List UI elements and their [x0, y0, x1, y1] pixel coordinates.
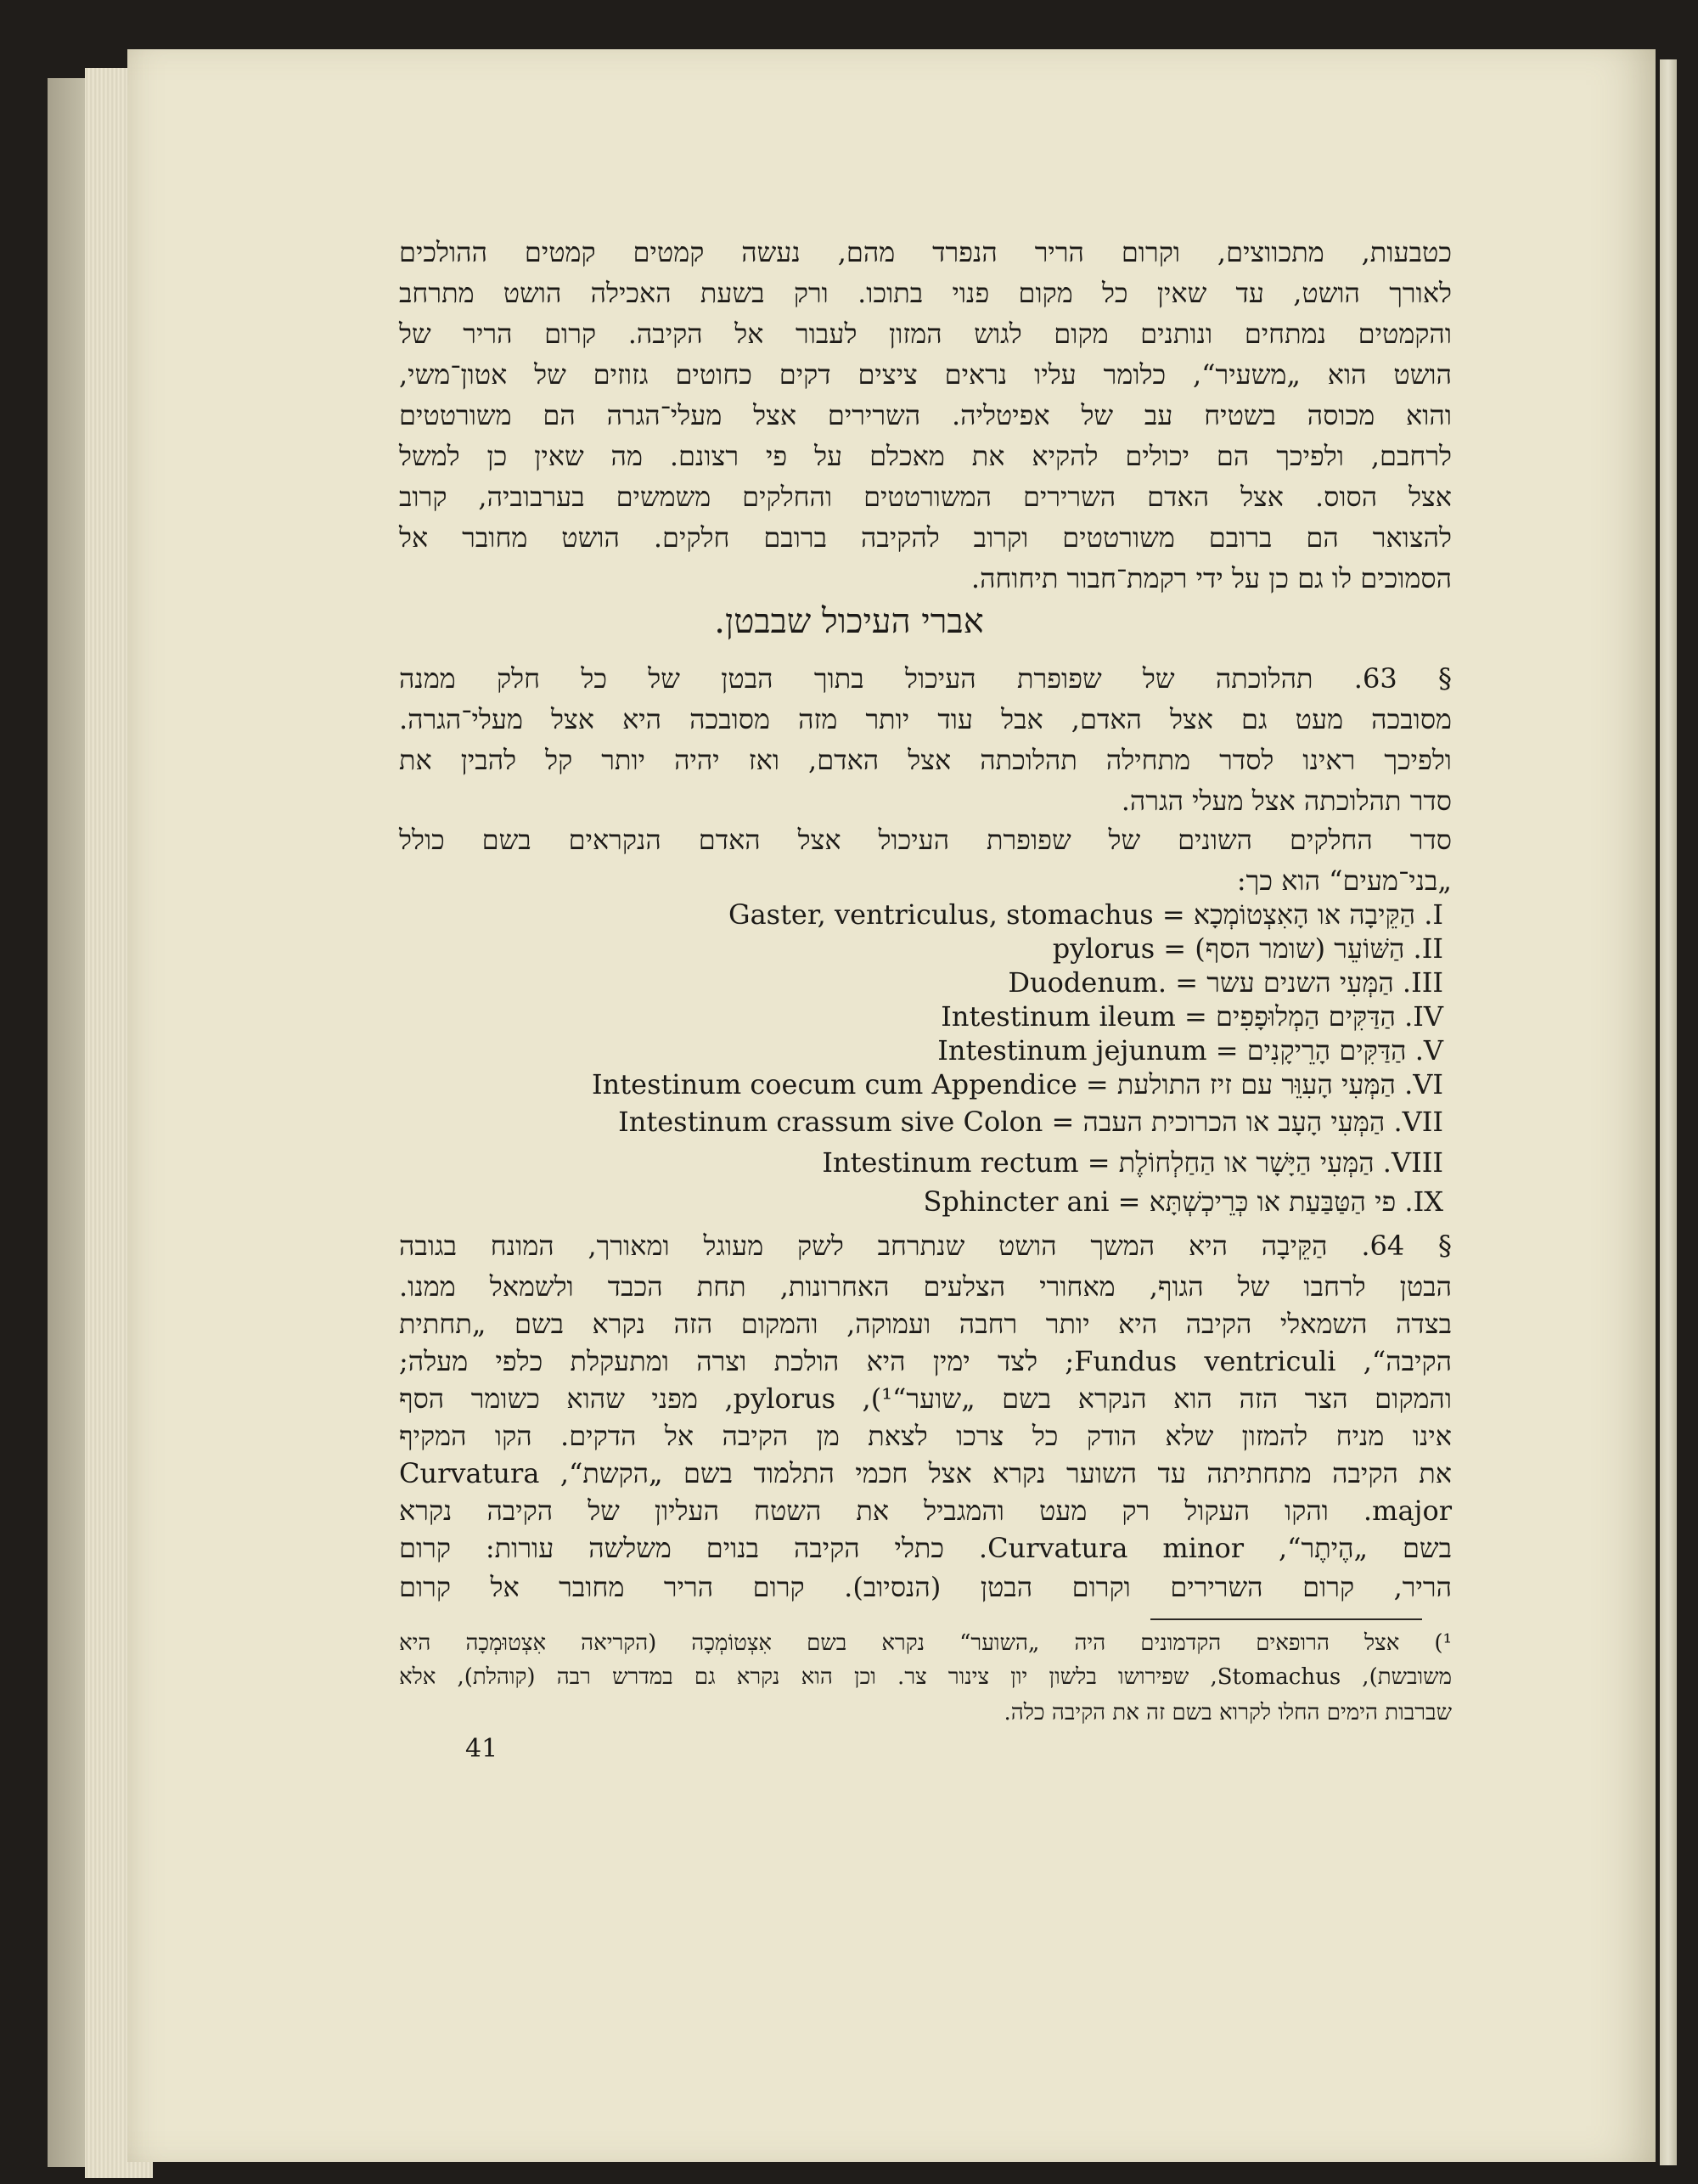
order-line: סדר החלקים השונים של שפופרת העיכול אצל האדם הנקראים בשם כולל [399, 824, 1453, 856]
list-item: III. הַמְּעִי השנים עשר = Duodenum. [1008, 966, 1443, 999]
para64-line: § 64. הַקֵּיבָה היא המשך הושט שנתרחב לשק מעוגל ומאורך, המונח בגובה [399, 1230, 1452, 1262]
list-item: II. הַשּׁוֹעֵר (שומר הסף) = pylorus [1052, 932, 1443, 965]
footnote-rule [1150, 1618, 1422, 1620]
body-line: והוא מכוסה בשטיח עב של אפיטליה. השרירים אצל מעלי־הגרה הם משורטטים [399, 399, 1452, 431]
para64-line: את הקיבה מתחתיתה עד השוער נקרא אצל חכמי התלמוד בשם „הקשת“, Curvatura [399, 1457, 1453, 1489]
list-item: VI. הַמְּעִי הָעִוֵּר עם זיז התולעת = Intestinum coecum cum Appendice [592, 1068, 1443, 1100]
para64-line: בצדה השמאלי הקיבה היא יותר רחבה ועמוקה, והמקום הזה נקרא בשם „תחתית [399, 1308, 1452, 1340]
para64-line: אינו מניח להמזון שלא הודק כל צרכו לצאת מן הקיבה אל הדקים. הקו המקיף [399, 1420, 1453, 1452]
para64-line: הריר, קרום השרירים וקרום הבטן (הנסיוב). קרום הריר מחובר אל קרום [399, 1571, 1453, 1603]
section-heading: אברי העיכול שבבטן. [714, 602, 984, 641]
order-line: „בני־מעים“ הוא כך: [1236, 864, 1452, 897]
para64-line: הקיבה“, Fundus ventriculi; לצד ימין היא הולכת וצרה ומתעקלת כלפי מעלה; [399, 1345, 1453, 1377]
para64-line: הבטן לרחבו של הגוף, מאחורי הצלעים האחרונות, תחת הכבד ולשמאל ממנו. [399, 1270, 1452, 1303]
body-line: לרחבם, ולפיכך הם יכולים להקיא את מאכלם על פי רצונם. מה שאין כן למשל [399, 440, 1452, 472]
list-item: IV. הַדַּקִּים הַמְלוּפָפִים = Intestinum ileum [941, 1000, 1443, 1033]
para63-line: ולפיכך ראינו לסדר מתחילה תהלוכתה אצל האדם, ואז יהיה יותר קל להבין את [399, 744, 1452, 776]
list-item: IX. פי הַטַּבַּעַת או כְּרֵיכְשְׁתָּא = Sphincter ani [923, 1185, 1443, 1218]
list-item: V. הַדַּקִּים הָרֵיקָנִים = Intestinum jejunum [937, 1034, 1443, 1067]
para63-line: § 63. תהלוכתה של שפופרת העיכול בתוך הבטן של כל חלק ממנה [399, 662, 1453, 695]
body-line: הסמוכים לו גם כן על ידי רקמת־חבור תיחוחה. [970, 562, 1452, 594]
right-page-edge [1660, 59, 1677, 2165]
para63-line: מסובכה מעט גם אצל האדם, אבל עוד יותר מזה מסובכה היא אצל מעלי־הגרה. [399, 703, 1452, 735]
body-line: והקמטים נמתחים ונותנים מקום לגוש המזון לעבור אל הקיבה. קרום הריר של [399, 318, 1453, 350]
list-item: I. הַקֵּיבָה או הָאִצְטוֹמְכָא = Gaster, ventriculus, stomachus [728, 898, 1443, 931]
footnote-line: שברבות הימים החלו לקרוא בשם זה את הקיבה כלה. [1004, 1700, 1452, 1725]
para63-line: סדר תהלוכתה אצל מעלי הגרה. [1121, 785, 1452, 817]
para64-line: והמקום הצר הזה הוא הנקרא בשם „שוער“¹), pylorus, מפני שהוא כשומר הסף [399, 1382, 1453, 1415]
list-item: VII. הַמְּעִי הָעָב או הכרוכית העבה = Intestinum crassum sive Colon [618, 1106, 1443, 1138]
body-line: לאורך הושט, עד שאין כל מקום פנוי בתוכו. ורק בשעת האכילה הושט מתרחב [399, 277, 1452, 309]
footnote-line: משובשת), Stomachus, שפירושו בלשון יון צינור צר. וכן הוא נקרא גם במדרש רבה (קוהלת), אלא [399, 1664, 1452, 1690]
para64-line: בשם „הֶיתֶר“, Curvatura minor. כתלי הקיבה בנוים משלשה עורות: קרום [399, 1532, 1453, 1564]
body-line: להצואר הם ברובם משורטטים וקרוב להקיבה ברובם חלקים. הושט מחובר אל [399, 521, 1452, 554]
body-line: אצל הסוס. אצל האדם השרירים המשורטטים והחלקים משמשים בערבוביה, קרוב [399, 481, 1452, 513]
footnote-line: ¹) אצל הרופאים הקדמונים היה „השוער“ נקרא בשם אִצְטוֹמְכָה (הקריאה אִצְטוּמְכָה היא [399, 1630, 1452, 1656]
body-line: הושט הוא „משעיר“, כלומר עליו נראים ציצים דקים כחוטים גזוזים של אטון־משי, [399, 358, 1452, 391]
page-number: 41 [465, 1734, 498, 1764]
para64-line: major. והקו העקול רק מעט והמגביל את השטח העליון של הקיבה נקרא [399, 1494, 1452, 1527]
body-line: כטבעות, מתכווצים, וקרום הריר הנפרד מהם, נעשה קמטים קמטים ההולכים [399, 236, 1452, 268]
list-item: VIII. הַמְּעִי הַיָּשָׁר או הַחַלְחוֹלֶת = Intestinum rectum [822, 1146, 1443, 1179]
